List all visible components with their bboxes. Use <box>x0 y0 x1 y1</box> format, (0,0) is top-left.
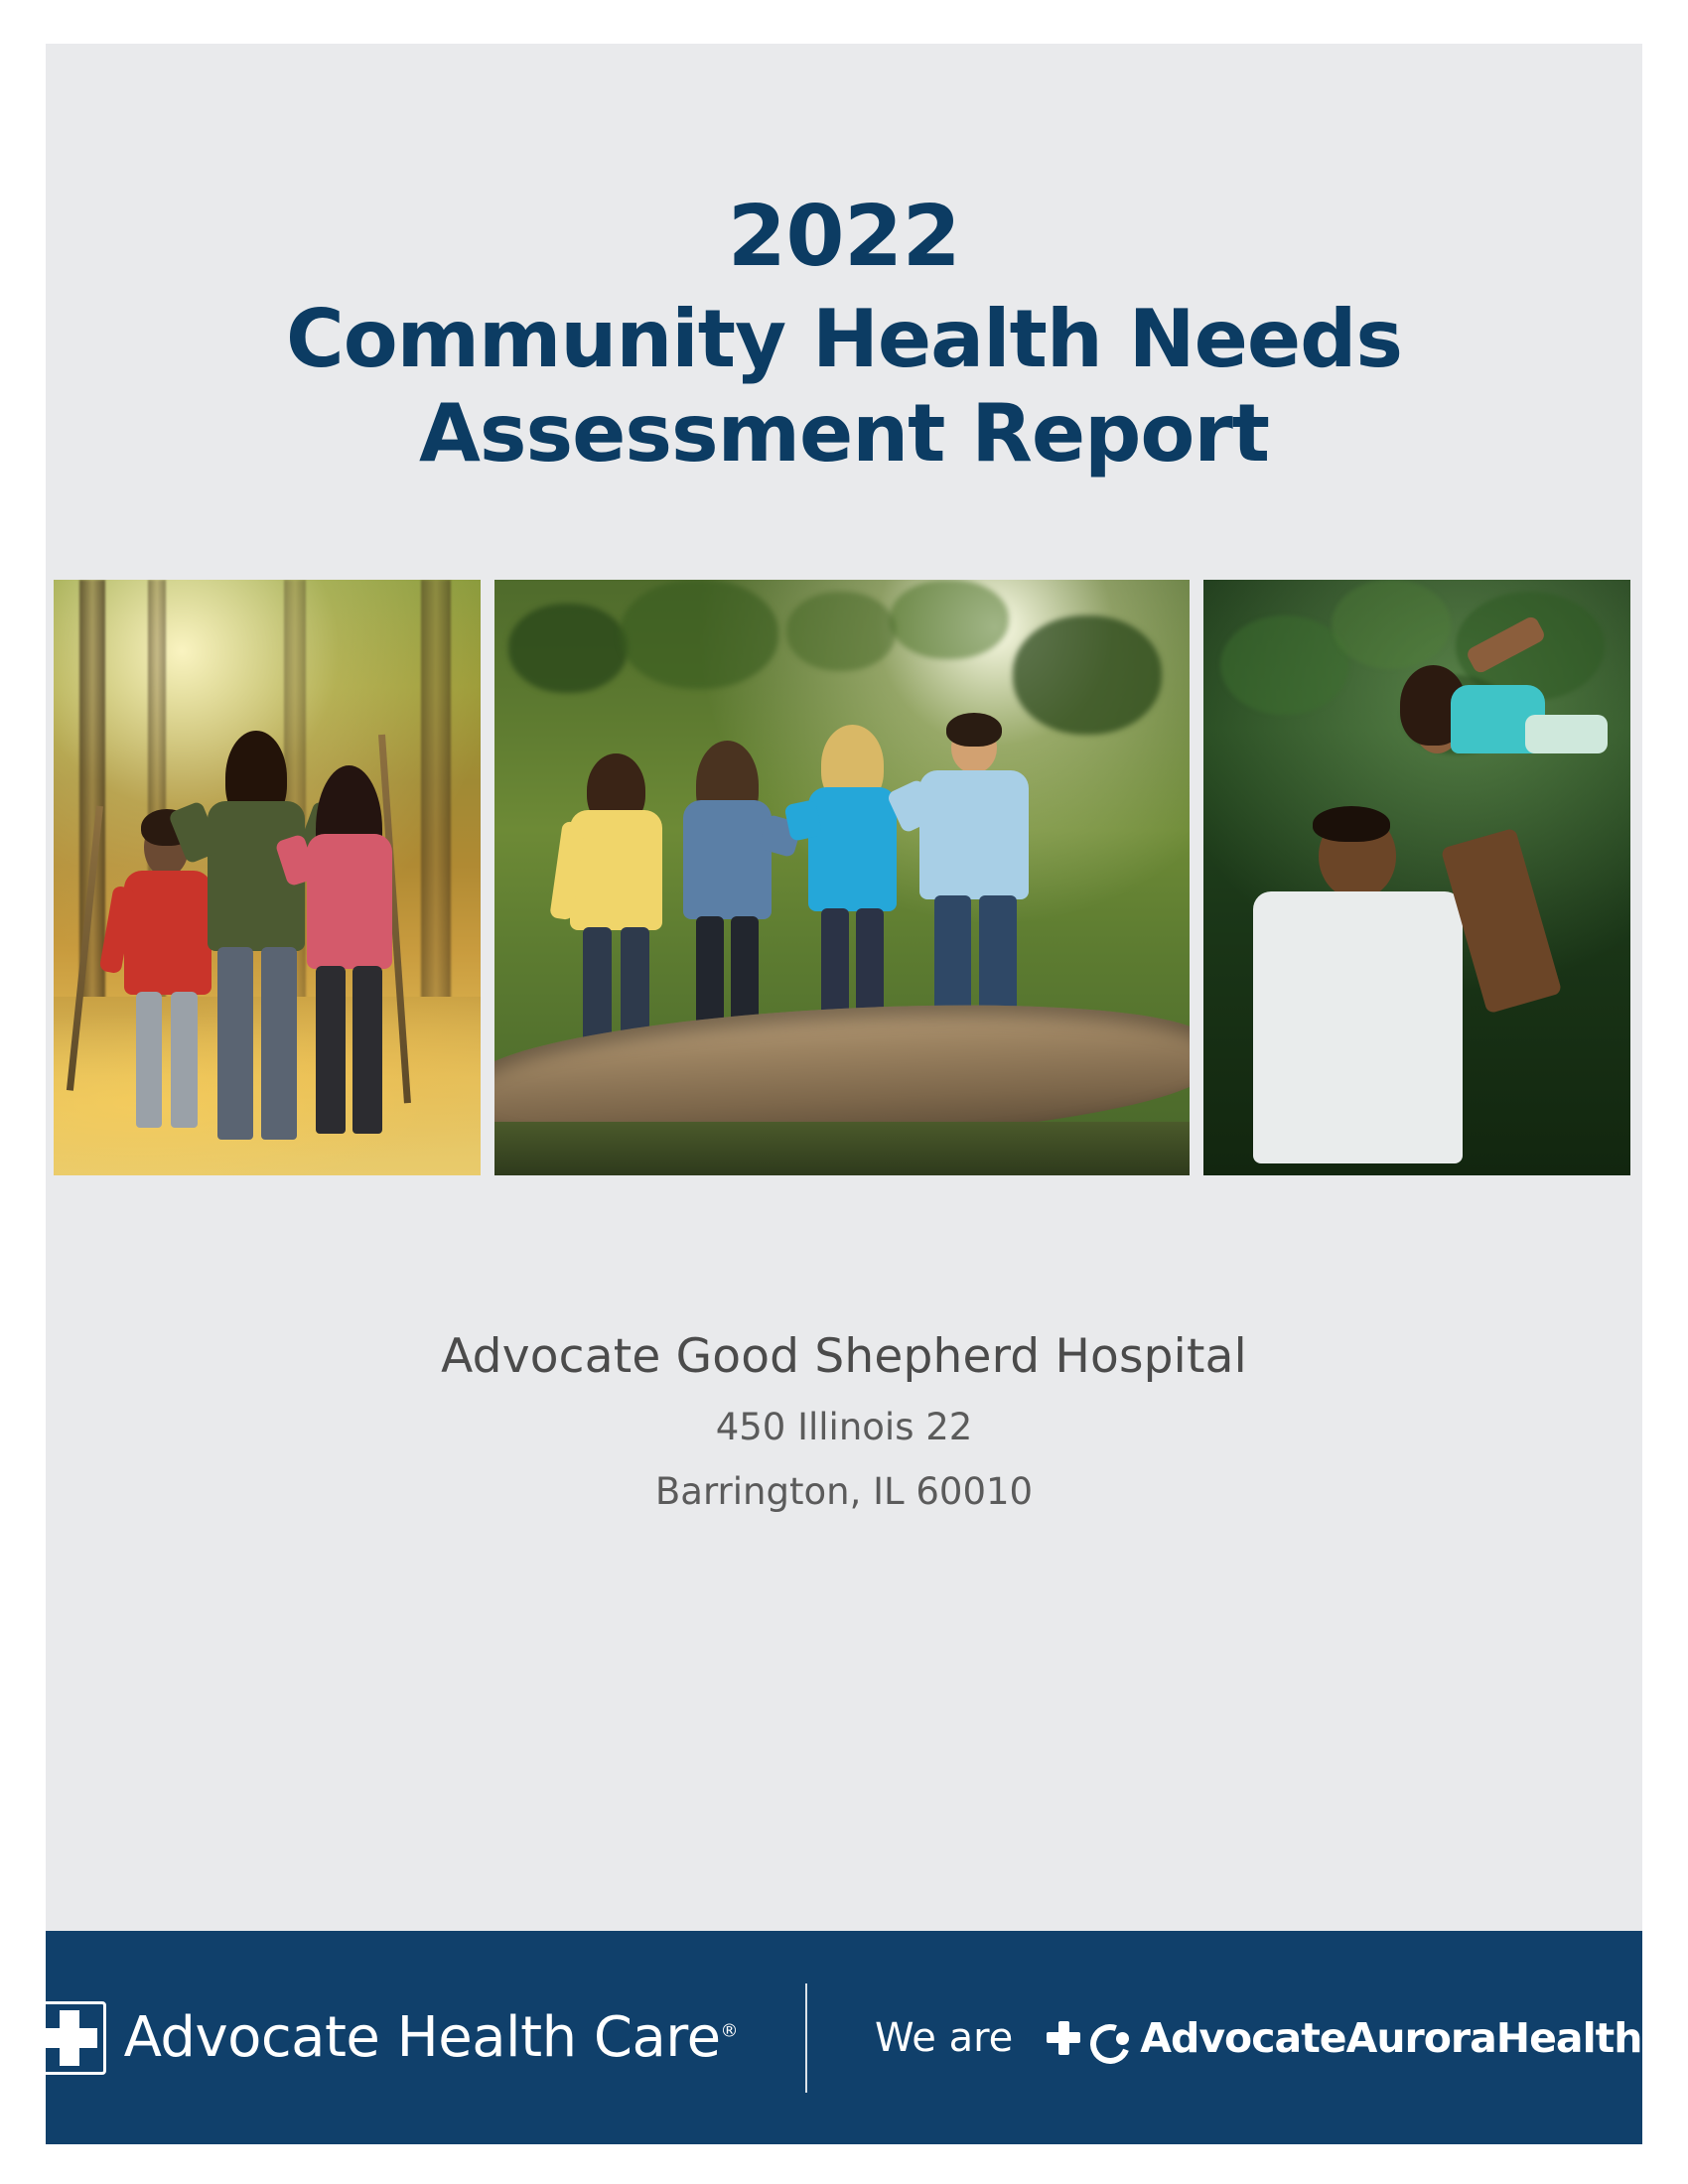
advocate-health-care-logo <box>33 2001 738 2075</box>
cover-sheet <box>46 44 1656 2144</box>
trademark-mark: ™ <box>1641 2022 1656 2041</box>
photo-family-on-log <box>494 580 1190 1175</box>
advocate-health-care-wordmark <box>124 2005 738 2070</box>
advocate-aurora-health-wordmark <box>1140 2014 1655 2062</box>
footer-divider <box>805 1983 807 2093</box>
hospital-name: Advocate Good Shepherd Hospital <box>441 1329 1247 1385</box>
registered-mark: ® <box>720 2020 739 2042</box>
title-block <box>46 44 1642 540</box>
hospital-info-block <box>46 1175 1642 1931</box>
page-title-line-2: Assessment Report <box>418 386 1270 479</box>
photo-2-figure-teen-girl <box>675 752 779 1050</box>
photo-1-figure-girl <box>293 776 408 1134</box>
parent-brand-text: AdvocateAuroraHealth <box>1140 2013 1642 2062</box>
medical-cross-icon <box>33 2001 106 2075</box>
hospital-address-line-2: Barrington, IL 60010 <box>654 1470 1034 1514</box>
brand-name-text: Advocate Health Care <box>123 2005 721 2070</box>
aurora-cross-icon <box>1047 2021 1080 2055</box>
cover-photo-strip <box>46 580 1642 1175</box>
photo-2-figure-woman-yellow <box>564 764 668 1050</box>
page-title-line-1: Community Health Needs <box>286 293 1402 386</box>
brand-footer-bar <box>46 1931 1656 2144</box>
aurora-swirl-icon <box>1090 2021 1130 2055</box>
report-year: 2022 <box>727 188 961 286</box>
photo-family-autumn-forest <box>54 580 481 1175</box>
we-are-label: We are <box>875 2014 1014 2061</box>
hospital-address-line-1: 450 Illinois 22 <box>715 1406 973 1449</box>
photo-3-figure-child <box>1400 627 1597 818</box>
photo-2-figure-girl-blue <box>800 741 905 1050</box>
photo-3-figure-father <box>1229 806 1528 1163</box>
advocate-aurora-health-logo <box>1047 2014 1655 2062</box>
photo-father-lifting-child <box>1203 580 1630 1175</box>
